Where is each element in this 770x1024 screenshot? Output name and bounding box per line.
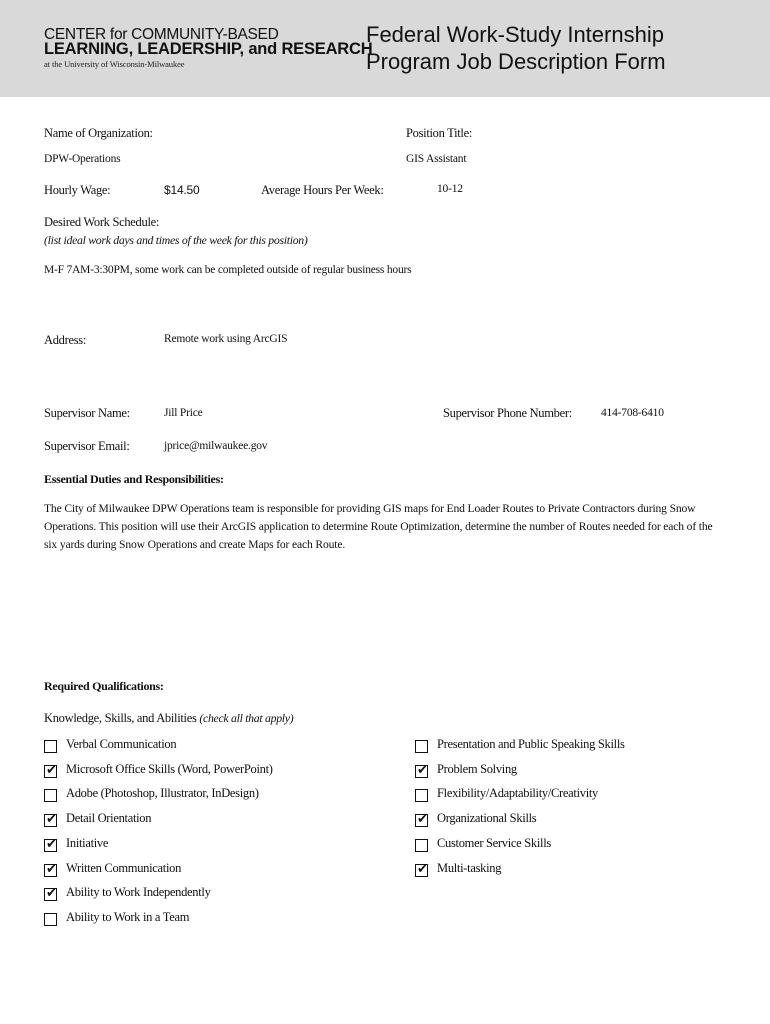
organization-value: DPW-Operations bbox=[44, 153, 121, 165]
skill-label: Detail Orientation bbox=[66, 811, 152, 826]
skill-checkbox[interactable] bbox=[44, 888, 57, 901]
qualifications-heading: Required Qualifications: bbox=[44, 679, 164, 693]
work-schedule-hint: (list ideal work days and times of the week for this position) bbox=[44, 233, 308, 247]
skill-checkbox[interactable] bbox=[415, 740, 428, 753]
skill-checkbox[interactable] bbox=[44, 762, 57, 778]
skill-label: Ability to Work in a Team bbox=[66, 909, 190, 924]
skill-checkbox[interactable] bbox=[44, 861, 57, 877]
logo-line-2: LEARNING, LEADERSHIP, and RESEARCH bbox=[44, 40, 373, 58]
ksa-label: Knowledge, Skills, and Abilities bbox=[44, 711, 197, 725]
check-mark-icon: ✔ bbox=[46, 762, 57, 778]
average-hours-label: Average Hours Per Week: bbox=[261, 183, 384, 197]
supervisor-phone-value: 414-708-6410 bbox=[601, 407, 664, 419]
address-value: Remote work using ArcGIS bbox=[164, 333, 288, 345]
check-mark-icon: ✔ bbox=[46, 861, 57, 877]
skill-checkbox[interactable] bbox=[44, 913, 57, 926]
form-title bbox=[366, 21, 666, 75]
logo-line-3: at the University of Wisconsin-Milwaukee bbox=[44, 59, 185, 69]
skill-label: Flexibility/Adaptability/Creativity bbox=[437, 786, 599, 801]
ksa-hint: (check all that apply) bbox=[199, 711, 294, 725]
check-mark-icon: ✔ bbox=[46, 836, 57, 852]
supervisor-name-value: Jill Price bbox=[164, 407, 203, 419]
skill-checkbox[interactable] bbox=[415, 839, 428, 852]
skill-label: Multi-tasking bbox=[437, 860, 502, 875]
skill-label: Written Communication bbox=[66, 860, 182, 875]
skill-checkbox[interactable] bbox=[415, 789, 428, 802]
logo-line-1: CENTER for COMMUNITY-BASED bbox=[44, 26, 279, 43]
skill-checkbox[interactable] bbox=[415, 762, 428, 778]
skill-label: Initiative bbox=[66, 835, 109, 850]
skill-label: Ability to Work Independently bbox=[66, 885, 211, 900]
average-hours-value: 10-12 bbox=[437, 183, 463, 195]
skill-checkbox[interactable] bbox=[415, 814, 428, 827]
hourly-wage-label: Hourly Wage: bbox=[44, 183, 111, 197]
check-mark-icon: ✔ bbox=[46, 886, 57, 902]
work-schedule-value: M-F 7AM-3:30PM, some work can be completed outside of regular business hours bbox=[44, 264, 412, 276]
form-header bbox=[0, 0, 770, 97]
duties-text: The City of Milwaukee DPW Operations team is responsible for providing GIS maps for End Loader Routes to Private Contractors during Snow Operations. This position will use their ArcGIS application to determine Route Optimization, determine the number of Routes needed for each of the six yards during Snow Operations and create Maps for each Route. bbox=[44, 502, 713, 551]
skill-label: Verbal Communication bbox=[66, 737, 177, 751]
check-mark-icon: ✔ bbox=[46, 812, 57, 828]
ksa-line bbox=[44, 711, 293, 726]
skill-checkbox[interactable] bbox=[44, 740, 57, 753]
skill-label: Problem Solving bbox=[437, 761, 517, 776]
check-mark-icon: ✔ bbox=[417, 762, 428, 778]
form-title-line-2: Program Job Description Form bbox=[366, 49, 666, 74]
supervisor-email-label: Supervisor Email: bbox=[44, 439, 130, 453]
hourly-wage-value: $14.50 bbox=[164, 183, 200, 197]
skill-label: Organizational Skills bbox=[437, 811, 537, 826]
skill-label: Adobe (Photoshop, Illustrator, InDesign) bbox=[66, 786, 259, 801]
duties-heading: Essential Duties and Responsibilities: bbox=[44, 472, 224, 486]
skill-checkbox[interactable] bbox=[44, 789, 57, 802]
check-mark-icon: ✔ bbox=[417, 812, 428, 828]
supervisor-name-label: Supervisor Name: bbox=[44, 406, 130, 420]
supervisor-email-value: jprice@milwaukee.gov bbox=[164, 440, 268, 452]
work-schedule-label: Desired Work Schedule: bbox=[44, 215, 160, 229]
organization-label: Name of Organization: bbox=[44, 126, 153, 140]
position-title-value: GIS Assistant bbox=[406, 153, 467, 165]
skill-checkbox[interactable] bbox=[44, 814, 57, 827]
skill-label: Customer Service Skills bbox=[437, 835, 551, 850]
check-mark-icon: ✔ bbox=[417, 861, 428, 877]
skill-checkbox[interactable] bbox=[415, 861, 428, 877]
skill-label: Microsoft Office Skills (Word, PowerPoint) bbox=[66, 761, 273, 776]
position-title-label: Position Title: bbox=[406, 126, 473, 140]
skill-checkbox[interactable] bbox=[44, 836, 57, 852]
form-title-line-1: Federal Work-Study Internship bbox=[366, 22, 664, 47]
skill-label: Presentation and Public Speaking Skills bbox=[437, 737, 625, 751]
supervisor-phone-label: Supervisor Phone Number: bbox=[443, 406, 572, 420]
address-label: Address: bbox=[44, 333, 87, 347]
